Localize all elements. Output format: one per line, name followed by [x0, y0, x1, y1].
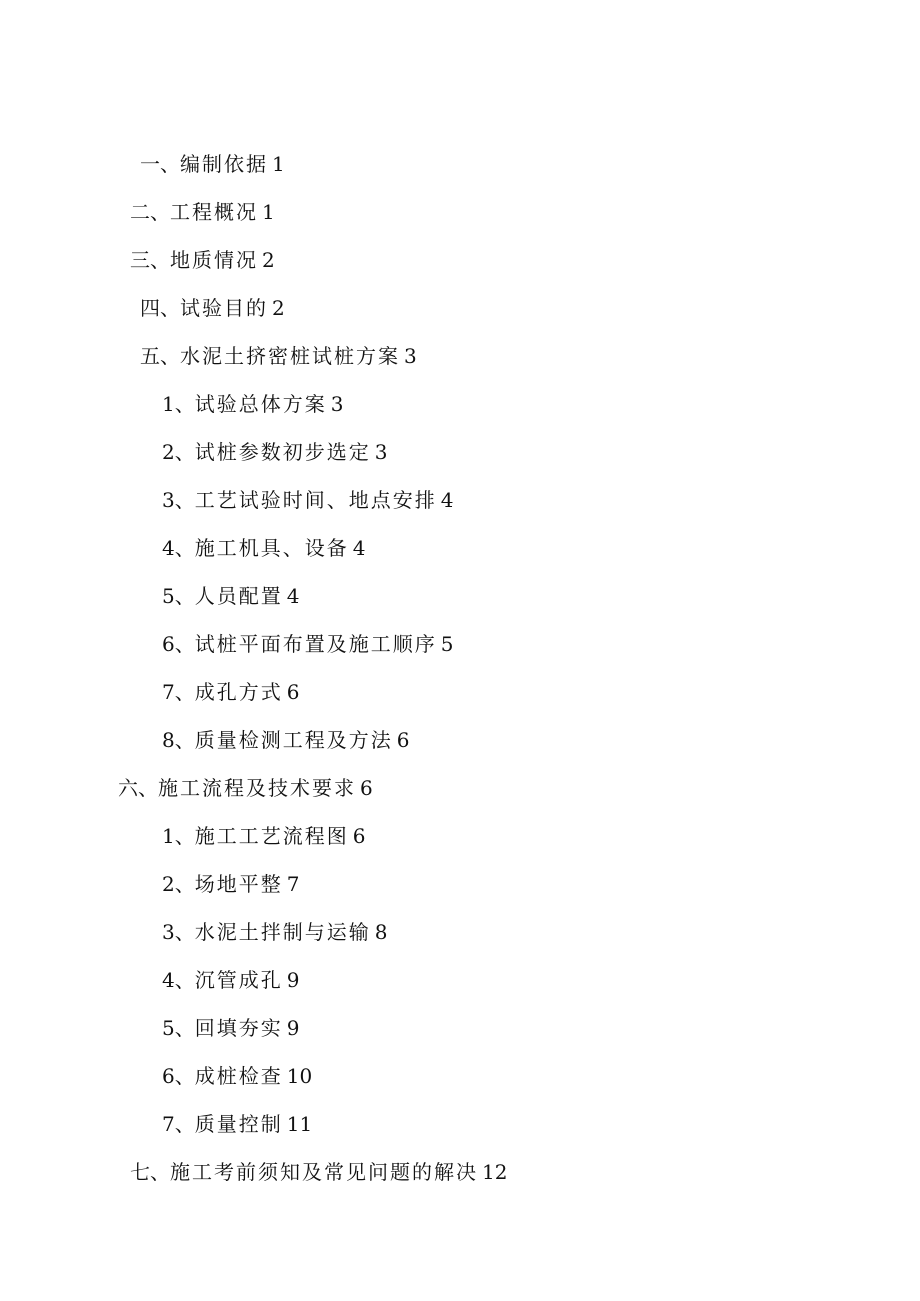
toc-entry-title: 工艺试验时间、地点安排 [194, 488, 437, 512]
toc-entry-page: 9 [286, 1016, 300, 1040]
toc-entry-number: 二、 [130, 200, 170, 224]
toc-entry-page: 1 [262, 200, 275, 224]
toc-entry-number: 7、 [162, 680, 195, 704]
toc-entry[interactable] [140, 152, 285, 176]
toc-entry-title: 施工工艺流程图 [194, 824, 349, 848]
toc-entry-title: 质量控制 [194, 1112, 283, 1136]
toc-entry-title: 试桩平面布置及施工顺序 [194, 632, 437, 656]
toc-entry-number: 6、 [162, 632, 195, 656]
toc-entry-number: 七、 [130, 1160, 170, 1184]
toc-entry-title: 成桩检查 [194, 1064, 283, 1088]
toc-entry[interactable] [162, 1016, 299, 1040]
toc-entry-page: 8 [374, 920, 388, 944]
toc-entry-title: 地质情况 [170, 248, 258, 272]
toc-entry[interactable] [130, 248, 275, 272]
toc-entry-title: 回填夯实 [194, 1016, 283, 1040]
toc-entry-title: 施工机具、设备 [194, 536, 349, 560]
toc-entry-page: 4 [440, 488, 454, 512]
toc-entry[interactable] [162, 632, 453, 656]
toc-entry-page: 2 [262, 248, 275, 272]
toc-entry[interactable] [162, 728, 409, 752]
toc-entry-title: 场地平整 [194, 872, 283, 896]
toc-entry-title: 试验目的 [180, 296, 268, 320]
toc-entry-page: 2 [272, 296, 285, 320]
toc-entry-title: 施工流程及技术要求 [158, 776, 356, 800]
toc-entry[interactable] [162, 824, 365, 848]
toc-entry[interactable] [140, 296, 285, 320]
toc-entry[interactable] [162, 872, 299, 896]
toc-entry-number: 1、 [162, 392, 195, 416]
toc-entry-page: 9 [286, 968, 300, 992]
toc-entry-page: 4 [352, 536, 366, 560]
toc-entry[interactable] [130, 1160, 507, 1184]
toc-entry-page: 3 [404, 344, 417, 368]
toc-entry-page: 3 [330, 392, 344, 416]
toc-entry-title: 水泥土拌制与运输 [194, 920, 371, 944]
toc-entry[interactable] [162, 680, 299, 704]
toc-entry[interactable] [130, 200, 275, 224]
toc-entry[interactable] [162, 392, 343, 416]
toc-entry-number: 4、 [162, 968, 195, 992]
toc-entry-title: 质量检测工程及方法 [194, 728, 393, 752]
toc-entry-page: 6 [360, 776, 373, 800]
toc-entry-number: 3、 [162, 488, 195, 512]
toc-entry-title: 试桩参数初步选定 [194, 440, 371, 464]
toc-entry-number: 5、 [162, 584, 195, 608]
toc-entry-number: 5、 [162, 1016, 195, 1040]
toc-entry-page: 12 [482, 1160, 508, 1184]
toc-entry[interactable] [162, 920, 387, 944]
toc-entry-page: 11 [286, 1112, 313, 1136]
toc-entry-number: 一、 [140, 152, 180, 176]
toc-entry-page: 4 [286, 584, 300, 608]
toc-entry[interactable] [162, 440, 387, 464]
toc-entry-title: 施工考前须知及常见问题的解决 [170, 1160, 478, 1184]
toc-entry-number: 2、 [162, 872, 195, 896]
toc-entry-page: 10 [286, 1064, 313, 1088]
toc-entry-number: 4、 [162, 536, 195, 560]
toc-entry[interactable] [162, 584, 299, 608]
toc-entry-title: 水泥土挤密桩试桩方案 [180, 344, 400, 368]
toc-entry[interactable] [118, 776, 373, 800]
toc-entry[interactable] [162, 1064, 312, 1088]
toc-entry-number: 五、 [140, 344, 180, 368]
toc-entry[interactable] [140, 344, 417, 368]
toc-entry[interactable] [162, 536, 365, 560]
toc-entry-number: 6、 [162, 1064, 195, 1088]
toc-entry-title: 沉管成孔 [194, 968, 283, 992]
toc-entry-number: 8、 [162, 728, 195, 752]
toc-entry-page: 6 [286, 680, 300, 704]
toc-entry-page: 5 [440, 632, 454, 656]
toc-entry-title: 人员配置 [194, 584, 283, 608]
toc-entry-page: 7 [286, 872, 300, 896]
toc-entry-number: 四、 [140, 296, 180, 320]
toc-entry[interactable] [162, 1112, 312, 1136]
toc-entry-page: 1 [272, 152, 285, 176]
toc-entry-number: 3、 [162, 920, 195, 944]
toc-entry[interactable] [162, 968, 299, 992]
toc-entry-number: 六、 [118, 776, 158, 800]
toc-entry-page: 3 [374, 440, 388, 464]
toc-entry-number: 1、 [162, 824, 195, 848]
toc-entry-number: 2、 [162, 440, 195, 464]
toc-entry-title: 编制依据 [180, 152, 268, 176]
toc-entry-page: 6 [396, 728, 410, 752]
toc-entry[interactable] [162, 488, 453, 512]
toc-entry-title: 成孔方式 [194, 680, 283, 704]
toc-entry-number: 7、 [162, 1112, 195, 1136]
toc-entry-page: 6 [352, 824, 366, 848]
toc-entry-title: 工程概况 [170, 200, 258, 224]
toc-entry-number: 三、 [130, 248, 170, 272]
toc-entry-title: 试验总体方案 [194, 392, 327, 416]
